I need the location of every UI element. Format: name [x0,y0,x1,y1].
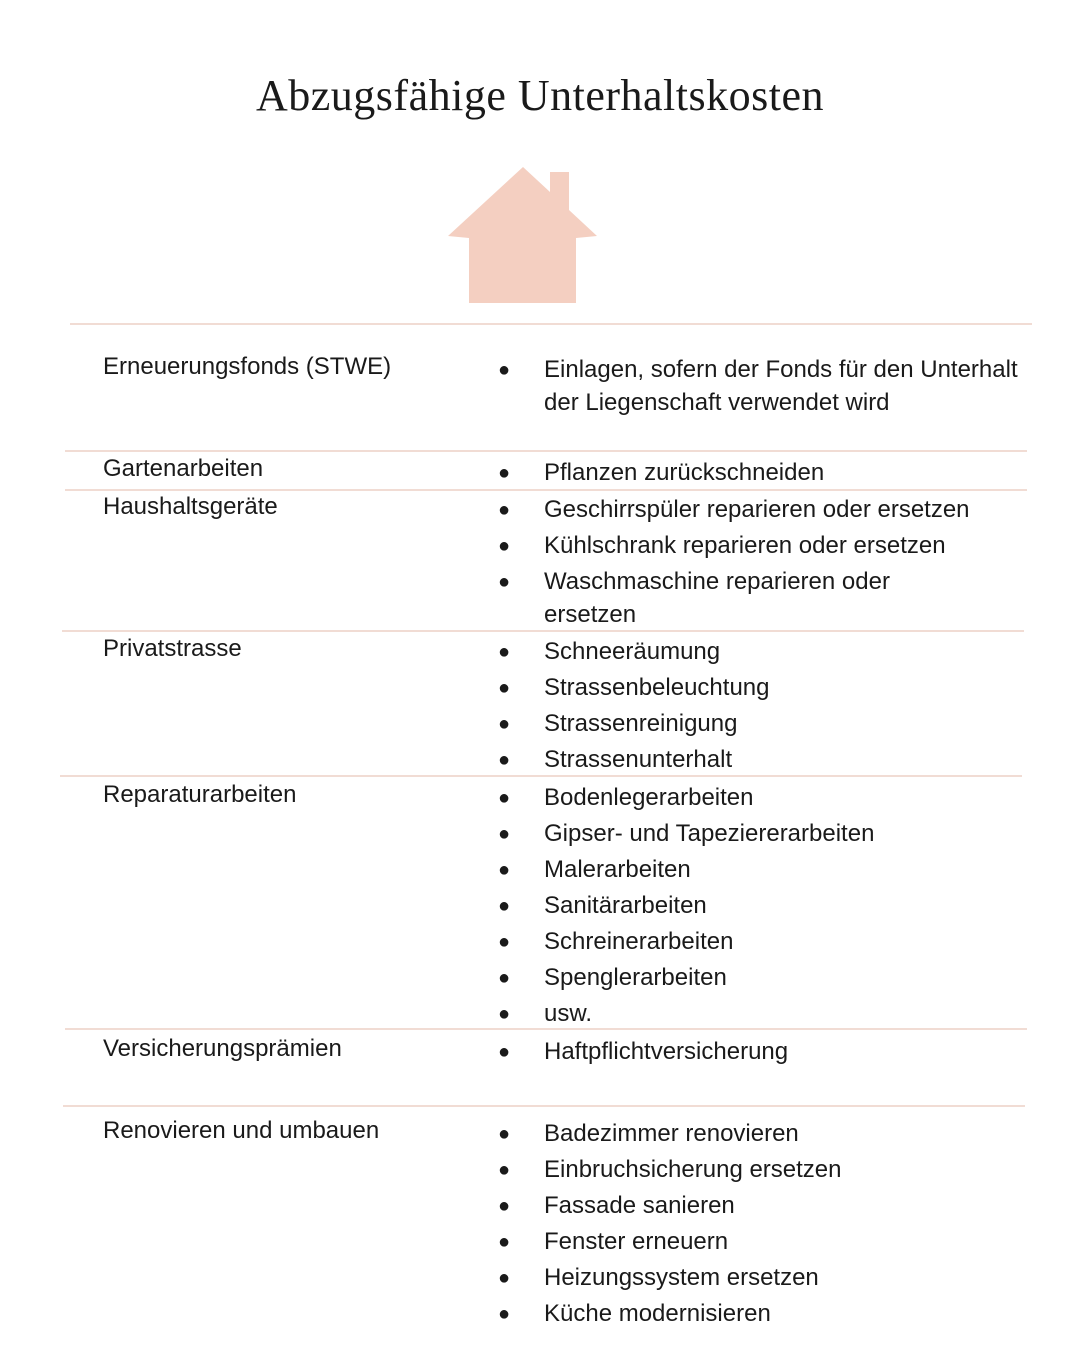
bullet-icon: ● [498,641,511,663]
row-label-erneuerungsfonds: Erneuerungsfonds (STWE) [103,353,392,380]
bullet-icon: ● [498,931,511,953]
row-label-gartenarbeiten: Gartenarbeiten [103,455,264,482]
list-item: ● Haftpflichtversicherung [490,1036,1020,1069]
row-label-haushaltsgeraete: Haushaltsgeräte [103,493,278,520]
list-item: ● Strassenreinigung [490,708,1020,741]
row-label-versicherungspraemien: Versicherungsprämien [103,1035,342,1062]
list-item: ● Heizungssystem ersetzen [490,1262,1020,1295]
bullet-icon: ● [498,1041,511,1063]
list-item: ● Fassade sanieren [490,1190,1020,1223]
list-item: ● Strassenbeleuchtung [490,672,1020,705]
bullet-icon: ● [498,462,511,484]
bullet-icon: ● [498,895,511,917]
row-divider [62,630,1024,632]
row-items-erneuerungsfonds [490,354,1020,423]
list-item: ● Kühlschrank reparieren oder ersetzen [490,530,1020,563]
bullet-icon: ● [498,359,511,381]
bullet-icon: ● [498,1267,511,1289]
bullet-icon: ● [498,1303,511,1325]
list-item: ● Waschmaschine reparieren oder ersetzen [498,568,890,628]
list-item: ● Badezimmer renovieren [490,1118,1020,1151]
bullet-icon: ● [498,1003,511,1025]
row-label-renovieren: Renovieren und umbauen [103,1117,380,1144]
bullet-icon: ● [498,1159,511,1181]
bullet-icon: ● [498,787,511,809]
list-item: ● Küche modernisieren [490,1298,1020,1331]
list-item: ● Malerarbeiten [490,854,1020,887]
bullet-icon: ● [498,823,511,845]
row-items-renovieren [490,1118,1020,1334]
list-item: ● Einlagen, sofern der Fonds für den Unterhalt der Liegenschaft verwendet wird [498,356,1018,416]
row-items-reparaturarbeiten [490,782,1020,1034]
row-divider [60,775,1022,777]
bullet-icon: ● [498,1231,511,1253]
list-item: ● Sanitärarbeiten [490,890,1020,923]
row-items-privatstrasse [490,636,1020,780]
list-item: ● Geschirrspüler reparieren oder ersetzen [490,494,1020,527]
row-items-versicherungspraemien [490,1036,1020,1072]
bullet-icon: ● [498,1123,511,1145]
bullet-icon: ● [498,713,511,735]
bullet-icon: ● [498,499,511,521]
row-label-reparaturarbeiten: Reparaturarbeiten [103,781,297,808]
list-item: ● Einbruchsicherung ersetzen [490,1154,1020,1187]
list-item: ● usw. [490,998,1020,1031]
list-item: ● Bodenlegerarbeiten [490,782,1020,815]
list-item: ● Pflanzen zurückschneiden [490,457,1020,490]
bullet-icon: ● [498,967,511,989]
list-item: ● Schreinerarbeiten [490,926,1020,959]
row-divider [65,450,1027,452]
list-item: ● Spenglerarbeiten [490,962,1020,995]
row-divider [63,1105,1025,1107]
list-item: ● Fenster erneuern [490,1226,1020,1259]
row-label-privatstrasse: Privatstrasse [103,635,242,662]
bullet-icon: ● [498,749,511,771]
bullet-icon: ● [498,571,511,593]
bullet-icon: ● [498,1195,511,1217]
row-items-gartenarbeiten [490,457,1020,493]
list-item: ● Strassenunterhalt [490,744,1020,777]
row-items-haushaltsgeraete [490,494,1020,635]
list-item: ● Schneeräumung [490,636,1020,669]
bullet-icon: ● [498,535,511,557]
page-title: Abzugsfähige Unterhaltskosten [255,71,825,120]
bullet-icon: ● [498,677,511,699]
header-divider [70,323,1032,325]
list-item: ● Gipser- und Tapeziererarbeiten [490,818,1020,851]
house-icon [445,165,600,305]
bullet-icon: ● [498,859,511,881]
row-divider [65,1028,1027,1030]
